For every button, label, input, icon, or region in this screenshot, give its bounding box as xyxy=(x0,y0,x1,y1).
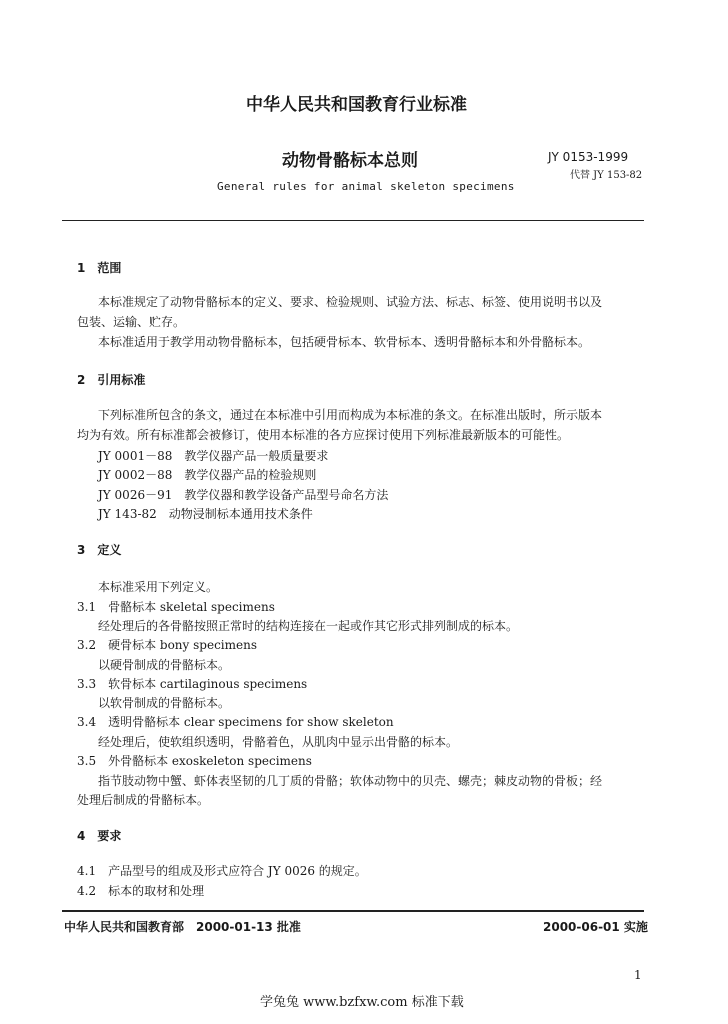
reference-item: JY 0002－88 教学仪器产品的检验规则 xyxy=(98,468,317,482)
requirement-item: 4.2 标本的取材和处理 xyxy=(77,884,205,898)
definition-text: 以软骨制成的骨骼标本。 xyxy=(98,696,231,710)
definition-term: 3.2 硬骨标本 bony specimens xyxy=(77,638,257,652)
approval-statement: 中华人民共和国教育部 2000-01-13 批准 xyxy=(64,920,301,934)
definition-text: 以硬骨制成的骨骼标本。 xyxy=(98,658,231,672)
section-1-paragraph-1-line-1: 本标准规定了动物骨骼标本的定义、要求、检验规则、试验方法、标志、标签、使用说明书以及 xyxy=(98,295,603,309)
reference-item: JY 0026－91 教学仪器和教学设备产品型号命名方法 xyxy=(98,488,389,502)
standard-category-title: 中华人民共和国教育行业标准 xyxy=(246,95,467,115)
definition-text-line-2: 处理后制成的骨骼标本。 xyxy=(77,793,210,807)
section-1-heading: 1 范围 xyxy=(77,261,122,275)
reference-item: JY 143-82 动物浸制标本通用技术条件 xyxy=(98,507,313,521)
header-divider xyxy=(62,220,644,221)
footer-divider xyxy=(62,910,644,912)
section-2-paragraph-line-1: 下列标准所包含的条文，通过在本标准中引用而构成为本标准的条文。在标准出版时，所示版本 xyxy=(98,408,603,422)
section-1-paragraph-1-line-2: 包装、运输、贮存。 xyxy=(77,315,186,329)
definition-text: 经处理后，使软组织透明，骨骼着色，从肌肉中显示出骨骼的标本。 xyxy=(98,735,459,749)
section-3-intro: 本标准采用下列定义。 xyxy=(98,580,219,594)
implementation-date: 2000-06-01 实施 xyxy=(543,920,648,934)
section-3-heading: 3 定义 xyxy=(77,543,122,557)
definition-term: 3.1 骨骼标本 skeletal specimens xyxy=(77,600,275,614)
document-title-cn: 动物骨骼标本总则 xyxy=(282,151,418,171)
reference-item: JY 0001－88 教学仪器产品一般质量要求 xyxy=(98,449,329,463)
watermark-text: 学兔兔 www.bzfxw.com 标准下载 xyxy=(260,995,464,1010)
definition-term: 3.5 外骨骼标本 exoskeleton specimens xyxy=(77,754,312,768)
definition-text: 经处理后的各骨骼按照正常时的结构连接在一起或作其它形式排列制成的标本。 xyxy=(98,619,519,633)
section-2-heading: 2 引用标准 xyxy=(77,373,146,387)
definition-term: 3.4 透明骨骼标本 clear specimens for show skeleton xyxy=(77,715,394,729)
page-number: 1 xyxy=(634,968,642,982)
requirement-item: 4.1 产品型号的组成及形式应符合 JY 0026 的规定。 xyxy=(77,864,367,878)
definition-text-line-1: 指节肢动物中蟹、虾体表坚韧的几丁质的骨骼；软体动物中的贝壳、螺壳；棘皮动物的骨板；经 xyxy=(98,774,603,788)
section-4-heading: 4 要求 xyxy=(77,829,122,843)
definition-term: 3.3 软骨标本 cartilaginous specimens xyxy=(77,677,308,691)
standard-code: JY 0153-1999 xyxy=(548,150,629,164)
document-title-en: General rules for animal skeleton specimens xyxy=(217,180,515,193)
section-1-paragraph-2: 本标准适用于教学用动物骨骼标本，包括硬骨标本、软骨标本、透明骨骼标本和外骨骼标本。 xyxy=(98,335,591,349)
section-2-paragraph-line-2: 均为有效。所有标准都会被修订，使用本标准的各方应探讨使用下列标准最新版本的可能性。 xyxy=(77,428,570,442)
replaced-standard: 代替 JY 153-82 xyxy=(570,170,643,181)
